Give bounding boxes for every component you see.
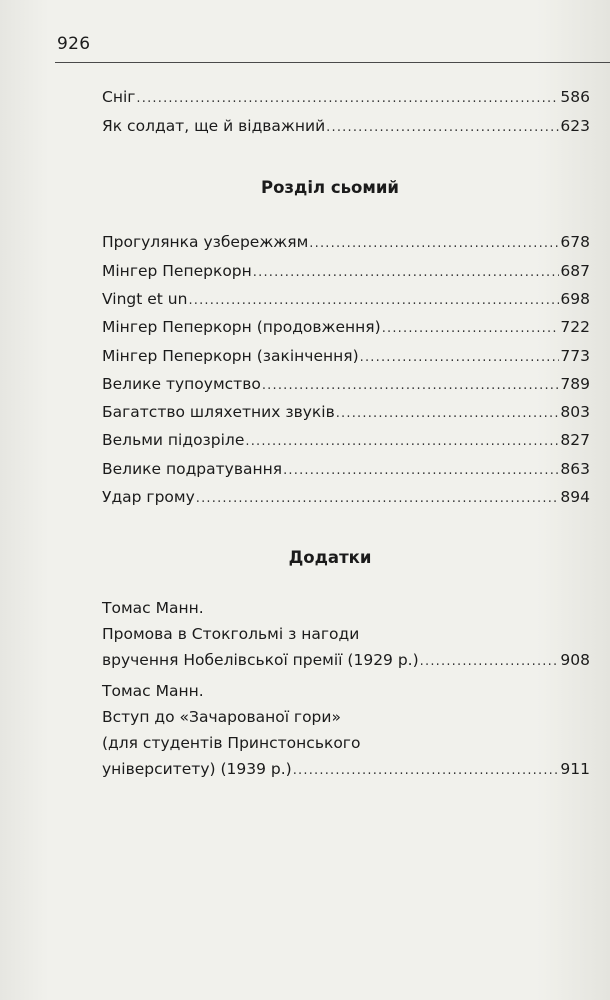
toc-entry-page: 586 xyxy=(560,88,590,106)
dot-leader xyxy=(188,292,559,310)
toc-entry xyxy=(102,488,590,508)
appendix-title-last-line xyxy=(102,756,590,784)
page-header xyxy=(55,32,610,63)
appendix-title-line: Промова в Стокгольмі з нагоди xyxy=(102,625,360,643)
appendix-author: Томас Манн. xyxy=(102,599,204,617)
appendix-entry xyxy=(102,678,590,784)
chapter-seven-heading: Розділ сьомий xyxy=(261,178,399,197)
appendix-author: Томас Манн. xyxy=(102,682,204,700)
dot-leader xyxy=(326,119,559,137)
toc-entry xyxy=(102,431,590,451)
toc-entry xyxy=(102,117,590,137)
toc-entry xyxy=(102,88,590,108)
dot-leader xyxy=(136,90,559,108)
toc-entry-title: Велике подратування xyxy=(102,460,283,478)
appendix-entry xyxy=(102,595,590,675)
dot-leader xyxy=(253,264,560,282)
toc-entry-title: Vingt et un xyxy=(102,290,188,308)
toc-entry xyxy=(102,233,590,253)
appendices-heading: Додатки xyxy=(288,548,372,567)
appendix-title-last-line xyxy=(102,647,590,675)
toc-entry-title: Велике тупоумство xyxy=(102,375,261,393)
dot-leader xyxy=(309,235,559,253)
toc-entry-page: 722 xyxy=(560,318,590,336)
appendix-page: 908 xyxy=(560,651,590,669)
toc-entry-page: 863 xyxy=(560,460,590,478)
toc-entry xyxy=(102,262,590,282)
toc-entry-title: Мінгер Пеперкорн xyxy=(102,262,252,280)
toc-entry-title: Сніг xyxy=(102,88,136,106)
toc-entry-title: Багатство шляхетних звуків xyxy=(102,403,335,421)
dot-leader xyxy=(293,758,560,784)
appendix-title-line: (для студентів Принстонського xyxy=(102,734,361,752)
toc-entry-page: 803 xyxy=(560,403,590,421)
dot-leader xyxy=(382,320,560,338)
toc-entry-title: Мінгер Пеперкорн (закінчення) xyxy=(102,347,359,365)
toc-entry-page: 623 xyxy=(560,117,590,135)
appendix-page: 911 xyxy=(560,760,590,778)
dot-leader xyxy=(262,377,560,395)
toc-entry xyxy=(102,318,590,338)
page-number: 926 xyxy=(57,34,91,54)
dot-leader xyxy=(245,433,559,451)
dot-leader xyxy=(196,490,560,508)
appendix-title-line: університету) (1939 р.) xyxy=(102,760,292,778)
toc-entry-title: Вельми підозріле xyxy=(102,431,245,449)
dot-leader xyxy=(420,649,560,675)
toc-entry-title: Прогулянка узбережжям xyxy=(102,233,309,251)
toc-entry xyxy=(102,290,590,310)
toc-entry-page: 827 xyxy=(560,431,590,449)
toc-entry-title: Мінгер Пеперкорн (продовження) xyxy=(102,318,381,336)
toc-entry-title: Удар грому xyxy=(102,488,195,506)
toc-entry xyxy=(102,375,590,395)
dot-leader xyxy=(283,462,559,480)
toc-entry-title: Як солдат, ще й відважний xyxy=(102,117,326,135)
toc-entry-page: 678 xyxy=(560,233,590,251)
toc-entry xyxy=(102,403,590,423)
appendix-title-line: вручення Нобелівської премії (1929 р.) xyxy=(102,651,419,669)
dot-leader xyxy=(336,405,560,423)
toc-entry-page: 698 xyxy=(560,290,590,308)
toc-entry xyxy=(102,347,590,367)
toc-entry-page: 789 xyxy=(560,375,590,393)
toc-entry-page: 894 xyxy=(560,488,590,506)
appendix-title-line: Вступ до «Зачарованої гори» xyxy=(102,708,341,726)
toc-entry xyxy=(102,460,590,480)
toc-entry-page: 687 xyxy=(560,262,590,280)
toc-entry-page: 773 xyxy=(560,347,590,365)
dot-leader xyxy=(360,349,560,367)
